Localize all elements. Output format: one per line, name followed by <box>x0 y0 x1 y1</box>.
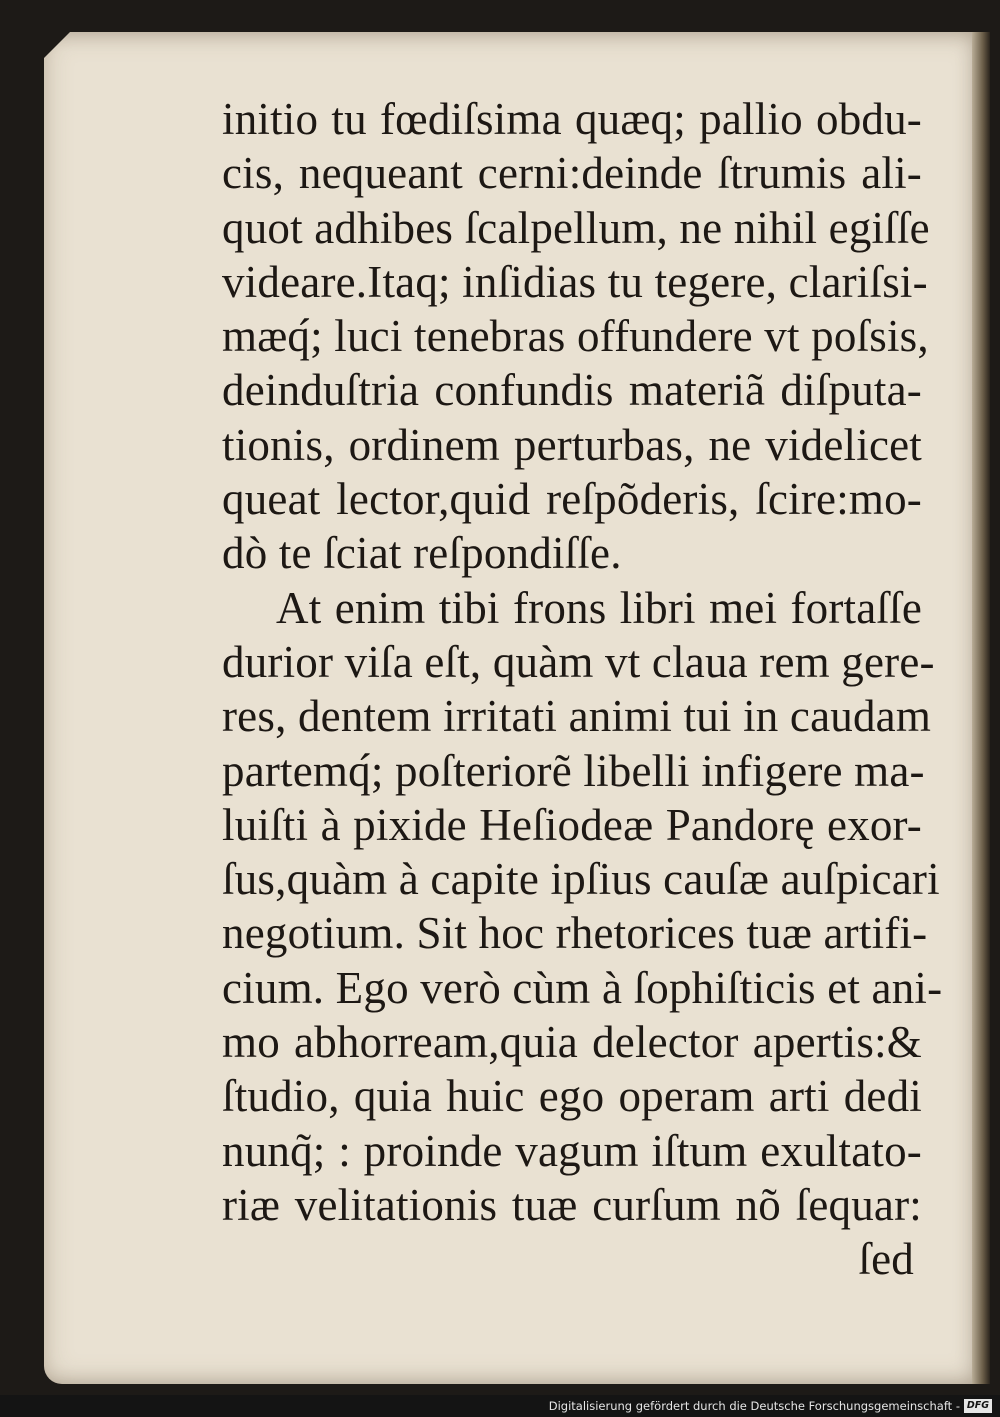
text-line: res, dentem irritati animi tui in caudam <box>222 691 932 742</box>
text-line: tionis, ordinem perturbas, ne videlicet <box>222 419 922 470</box>
paragraph-end-line: dò te ſciat reſpondiſſe. <box>222 528 622 579</box>
text-line: queat lector,quid reſpõderis, ſcire:mo- <box>222 474 922 525</box>
dfg-logo-icon: DFG <box>964 1399 992 1413</box>
text-line: luiſti à pixide Heſiodeæ Pandorę exor- <box>222 799 922 850</box>
page-gutter <box>972 32 990 1384</box>
text-line: mo abhorream,quia delector apertis:& <box>222 1017 922 1068</box>
paragraph-start-line: At enim tibi frons libri mei fortaſſe <box>276 582 922 633</box>
text-line: nunq̃; : proinde vagum iſtum exultato- <box>222 1125 922 1176</box>
digitization-credit: Digitalisierung gefördert durch die Deutsche Forschungsgemeinschaft - <box>548 1399 960 1413</box>
text-line: riæ velitationis tuæ curſum nõ ſequar: <box>222 1179 922 1230</box>
text-line: initio tu fœdiſsima quæq; pallio obdu- <box>222 94 922 144</box>
text-line: deinduſtria confundis materiã diſputa- <box>222 365 922 416</box>
digitization-footer <box>0 1396 1000 1417</box>
text-line: quot adhibes ſcalpellum, ne nihil egiſſe <box>222 202 930 253</box>
text-line: durior viſa eſt, quàm vt claua rem gere- <box>222 636 935 687</box>
text-line: cis, nequeant cerni:deinde ſtrumis ali- <box>222 148 922 199</box>
catchword: ſed <box>858 1234 914 1285</box>
text-line: ſtudio, quia huic ego operam arti dedi <box>222 1071 922 1122</box>
text-line: partemq́; poſteriorẽ libelli infigere ma- <box>222 745 925 796</box>
text-line: negotium. Sit hoc rhetorices tuæ artifi- <box>222 908 928 959</box>
text-line: videare.Itaq; inſidias tu tegere, clariſsi- <box>222 256 928 307</box>
page-text <box>222 92 943 1287</box>
text-line: mæq́; luci tenebras offundere vt poſsis, <box>222 311 929 362</box>
text-line: ſus,quàm à capite ipſius cauſæ auſpicari <box>222 854 940 905</box>
text-line: cium. Ego verò cùm à ſophiſticis et ani- <box>222 962 943 1013</box>
